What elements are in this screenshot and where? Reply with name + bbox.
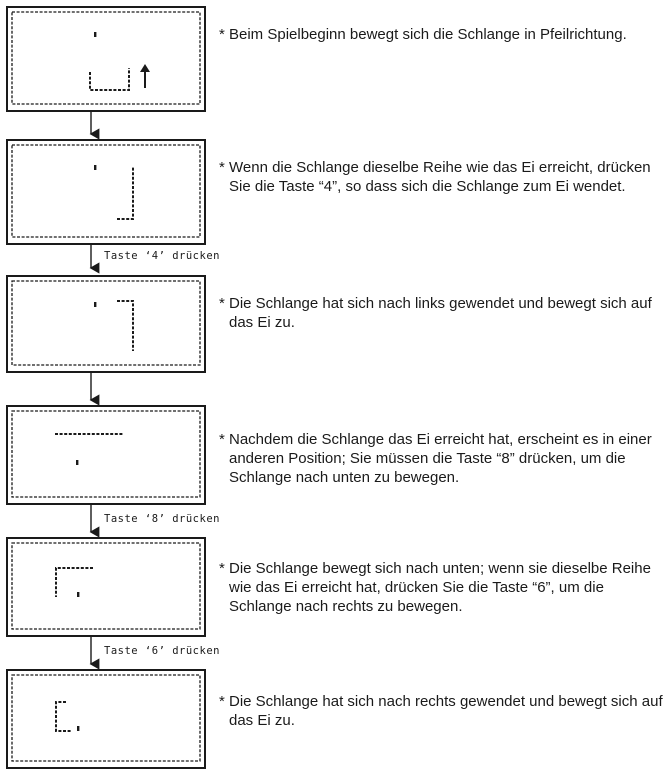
egg (77, 726, 79, 731)
game-screen-5 (6, 537, 206, 637)
snake (56, 568, 93, 597)
transition-label-press-4: Taste ‘4’ drücken (104, 250, 220, 262)
snake (90, 68, 129, 90)
game-screen-3 (6, 275, 206, 373)
egg (76, 460, 78, 465)
game-screen-1 (6, 6, 206, 112)
egg (94, 302, 96, 307)
transition-label-press-8: Taste ‘8’ drücken (104, 513, 220, 525)
bullet-star: * (219, 295, 225, 312)
step-description-4: * Nachdem die Schlange das Ei erreicht hat, erscheint es in einer anderen Position; Sie müssen die Taste “8” drücken, um die Schlange nach unten zu bewegen. (219, 431, 652, 486)
step-description-5: * Die Schlange bewegt sich nach unten; wenn sie dieselbe Reihe wie das Ei erreicht hat, drücken Sie die Taste “6”, um die Schlange nach rechts zu bewegen. (219, 560, 651, 615)
bullet-star: * (219, 26, 225, 43)
bullet-star: * (219, 693, 225, 710)
step-description-1: * Beim Spielbeginn bewegt sich die Schlange in Pfeilrichtung. (219, 26, 627, 43)
game-screen-6 (6, 669, 206, 769)
step-description-3: * Die Schlange hat sich nach links gewendet und bewegt sich auf das Ei zu. (219, 295, 652, 331)
snake (117, 301, 133, 351)
egg (77, 592, 79, 597)
bullet-star: * (219, 560, 225, 577)
egg (94, 32, 96, 37)
step-description-2: * Wenn die Schlange dieselbe Reihe wie das Ei erreicht, drücken Sie die Taste “4”, so dass sich die Schlange zum Ei wendet. (219, 159, 651, 195)
game-screen-4 (6, 405, 206, 505)
bullet-star: * (219, 431, 225, 448)
bullet-star: * (219, 159, 225, 176)
transition-label-press-6: Taste ‘6’ drücken (104, 645, 220, 657)
arrow-up-icon (140, 64, 150, 88)
egg (94, 165, 96, 170)
snake (56, 702, 72, 731)
snake (117, 167, 133, 219)
game-screen-2 (6, 139, 206, 245)
step-description-6: * Die Schlange hat sich nach rechts gewendet und bewegt sich auf das Ei zu. (219, 693, 663, 729)
